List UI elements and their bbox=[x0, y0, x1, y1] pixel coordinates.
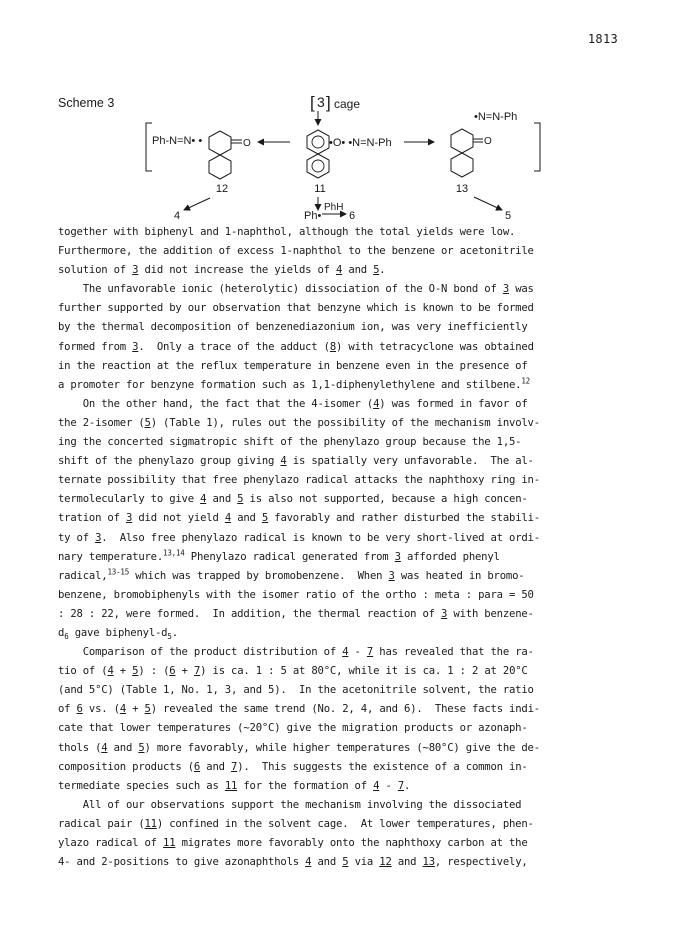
compound-ref: 6 bbox=[193, 760, 201, 773]
reagent-label: PhH bbox=[324, 202, 344, 213]
structure-12 bbox=[152, 131, 251, 179]
text-run: ) is ca. 1 : 5 at 80°C, while it is ca. 1 : 2 at 20°C bbox=[200, 665, 528, 678]
text-run: via bbox=[348, 856, 380, 869]
compound-ref: 13 bbox=[422, 856, 435, 869]
text-line bbox=[58, 509, 633, 528]
text-line bbox=[58, 815, 633, 834]
compound-ref: 4 bbox=[336, 264, 343, 277]
citation-ref: 13,14 bbox=[163, 548, 185, 558]
text-run: with benzene- bbox=[447, 607, 534, 620]
text-run: . bbox=[171, 626, 178, 639]
compound-ref: 8 bbox=[329, 340, 337, 353]
text-run: favorably and rather disturbed the stabili- bbox=[268, 512, 540, 525]
text-run: . Only a trace of the adduct ( bbox=[138, 340, 330, 353]
center-species-text: •O• •N=N-Ph bbox=[329, 137, 392, 149]
text-run: together with biphenyl and 1-naphthol, although the total yields were low. bbox=[58, 226, 516, 238]
text-line bbox=[58, 567, 633, 586]
text-run: ) revealed the same trend (No. 2, 4, and 6). These facts indi- bbox=[150, 703, 540, 716]
text-run: + bbox=[175, 665, 194, 678]
label-5: 5 bbox=[504, 210, 512, 222]
text-line bbox=[58, 414, 633, 433]
compound-ref: 4 bbox=[119, 703, 126, 716]
text-run: solution of bbox=[58, 264, 133, 277]
text-line bbox=[58, 338, 633, 357]
compound-ref: 4 bbox=[373, 779, 380, 792]
text-run: migrates more favorably onto the naphthoxy carbon at the bbox=[175, 837, 528, 849]
text-line bbox=[58, 777, 633, 796]
structure-11 bbox=[307, 130, 392, 178]
compound-ref: 3 bbox=[394, 550, 401, 563]
text-run: , respectively, bbox=[434, 856, 528, 869]
compound-ref: 12 bbox=[379, 856, 392, 869]
text-run: did not increase the yields of bbox=[138, 264, 337, 277]
text-run: d bbox=[58, 626, 65, 639]
text-run: 4- and 2-positions to give azonaphthols bbox=[58, 856, 306, 869]
compound-ref: 4 bbox=[101, 741, 108, 754]
compound-ref: 7 bbox=[366, 646, 374, 659]
text-run: ) (Table 1), rules out the possibility of the mechanism involv- bbox=[150, 416, 540, 429]
compound-ref: 3 bbox=[95, 531, 102, 544]
compound-ref: 4 bbox=[200, 493, 207, 506]
text-run: by the thermal decomposition of benzenediazonium ion, was very inefficiently bbox=[58, 321, 528, 334]
text-run: which was trapped by bromobenzene. When bbox=[129, 569, 389, 582]
text-run: formed from bbox=[58, 340, 133, 353]
svg-text:O: O bbox=[484, 136, 492, 147]
citation-ref: 13-15 bbox=[107, 567, 130, 577]
left-species-text: Ph-N=N• • bbox=[152, 135, 203, 147]
text-run: and bbox=[206, 493, 238, 506]
text-run: a promoter for benzyne formation such as 1,1-diphenylethylene and stilbene. bbox=[58, 378, 522, 391]
label-6: 6 bbox=[349, 210, 356, 222]
text-run: + bbox=[113, 665, 133, 678]
text-run: and bbox=[200, 760, 231, 773]
text-run: and bbox=[107, 741, 139, 754]
text-line bbox=[58, 299, 633, 318]
compound-ref: 4 bbox=[107, 665, 114, 678]
outer-left-bracket bbox=[146, 123, 152, 171]
text-run: afforded phenyl bbox=[400, 550, 500, 563]
text-line bbox=[58, 834, 633, 853]
text-run: was bbox=[509, 283, 534, 296]
text-line bbox=[58, 662, 633, 681]
compound-ref: 4 bbox=[305, 856, 312, 869]
subscript: 5 bbox=[167, 632, 172, 642]
compound-ref: 6 bbox=[76, 703, 83, 716]
text-line bbox=[58, 452, 633, 471]
label-11: 11 bbox=[314, 183, 326, 195]
label-13: 13 bbox=[455, 183, 469, 195]
text-run: tration of bbox=[58, 512, 126, 525]
compound-ref: 5 bbox=[144, 416, 151, 429]
compound-ref: 4 bbox=[224, 512, 232, 525]
reaction-scheme bbox=[0, 80, 680, 230]
text-run: and bbox=[342, 264, 374, 277]
compound-ref: 4 bbox=[342, 646, 349, 659]
text-run: is also not supported, because a high concen- bbox=[243, 493, 528, 506]
text-line bbox=[58, 758, 633, 777]
compound-ref: 3 bbox=[132, 264, 139, 277]
text-line bbox=[58, 376, 633, 395]
text-run: tio of ( bbox=[58, 665, 108, 678]
text-run: termediate species such as bbox=[58, 779, 225, 792]
text-line bbox=[58, 719, 633, 738]
text-run: for the formation of bbox=[237, 779, 374, 792]
compound-ref: 3 bbox=[441, 607, 448, 620]
text-run: Comparison of the product distribution of bbox=[58, 646, 343, 659]
compound-ref: 11 bbox=[163, 837, 176, 849]
text-line bbox=[58, 529, 633, 548]
text-line bbox=[58, 261, 633, 280]
text-line bbox=[58, 280, 633, 299]
cage-open-bracket: [ bbox=[310, 93, 315, 112]
text-run: and bbox=[391, 856, 423, 869]
text-run: further supported by our observation that benzyne which is known to be formed bbox=[58, 302, 534, 315]
cage-label: cage bbox=[334, 97, 361, 111]
text-run: ) confined in the solvent cage. At lower temperatures, phen- bbox=[156, 817, 534, 830]
text-line bbox=[58, 318, 633, 337]
text-run: The unfavorable ionic (heterolytic) dissociation of the O-N bond of bbox=[58, 283, 503, 296]
subscript: 6 bbox=[64, 632, 69, 642]
text-run: - bbox=[348, 646, 367, 659]
compound-ref: 5 bbox=[373, 264, 380, 277]
text-run: cate that lower temperatures (~20°C) give the migration products or azonaph- bbox=[58, 722, 528, 735]
text-line bbox=[58, 605, 633, 624]
compound-ref: 4 bbox=[373, 397, 380, 410]
text-line bbox=[58, 490, 633, 509]
text-run: shift of the phenylazo group giving bbox=[58, 455, 281, 468]
label-12: 12 bbox=[215, 183, 229, 195]
page-number: 1813 bbox=[587, 32, 618, 46]
text-line bbox=[58, 586, 633, 605]
bottom-product: Ph• bbox=[304, 210, 322, 222]
compound-ref: 4 bbox=[280, 455, 287, 468]
text-run: + bbox=[126, 703, 145, 716]
compound-ref: 7 bbox=[193, 665, 201, 678]
text-line bbox=[58, 700, 633, 719]
compound-ref: 3 bbox=[388, 569, 395, 582]
label-4: 4 bbox=[173, 210, 181, 222]
text-run: All of our observations support the mechanism involving the dissociated bbox=[58, 798, 522, 811]
text-run: ) was formed in favor of bbox=[379, 397, 528, 410]
text-run: is spatially very unfavorable. The al- bbox=[286, 455, 534, 468]
text-line bbox=[58, 395, 633, 414]
text-run: radical pair ( bbox=[58, 817, 145, 830]
text-run: composition products ( bbox=[58, 760, 194, 773]
text-run: did not yield bbox=[132, 512, 225, 525]
text-line bbox=[58, 796, 633, 815]
text-run: - bbox=[379, 779, 398, 792]
text-run: benzene, bromobiphenyls with the isomer ratio of the ortho : meta : para = 50 bbox=[58, 588, 534, 601]
text-run: ) : ( bbox=[138, 665, 170, 678]
compound-ref: 3 bbox=[125, 512, 133, 525]
compound-ref: 11 bbox=[224, 779, 238, 792]
arrow-12-to-4 bbox=[184, 198, 210, 210]
text-run: ylazo radical of bbox=[58, 837, 164, 849]
structure-13 bbox=[451, 111, 517, 177]
compound-ref: 5 bbox=[144, 703, 151, 716]
text-run: nary temperature. bbox=[58, 550, 164, 563]
outer-right-bracket bbox=[534, 123, 540, 171]
text-run: termolecularly to give bbox=[58, 493, 201, 506]
text-run: . Also free phenylazo radical is known to be very short-lived at ordi- bbox=[101, 531, 540, 544]
text-line bbox=[58, 223, 633, 242]
text-line bbox=[58, 681, 633, 700]
text-run: ) more favorably, while higher temperatures (~80°C) give the de- bbox=[144, 741, 540, 754]
text-line bbox=[58, 853, 633, 872]
compound-ref: 5 bbox=[132, 665, 139, 678]
text-run: ing the concerted sigmatropic shift of the phenylazo group because the 1,5- bbox=[58, 436, 522, 449]
text-line bbox=[58, 471, 633, 490]
compound-ref: 5 bbox=[237, 493, 244, 506]
text-run: . bbox=[404, 779, 411, 792]
text-run: (and 5°C) (Table 1, No. 1, 3, and 5). In the acetonitrile solvent, the ratio bbox=[58, 684, 534, 697]
compound-ref: 3 bbox=[502, 283, 510, 296]
compound-ref: 5 bbox=[138, 741, 145, 754]
text-run: ) with tetracyclone was obtained bbox=[336, 340, 534, 353]
text-run: thols ( bbox=[58, 741, 102, 754]
compound-ref: 5 bbox=[342, 856, 349, 869]
text-run: ty of bbox=[58, 531, 96, 544]
compound-ref: 5 bbox=[261, 512, 269, 525]
text-run: Furthermore, the addition of excess 1-naphthol to the benzene or acetonitrile bbox=[58, 245, 534, 258]
text-line bbox=[58, 242, 633, 261]
cage-close-bracket: ] bbox=[326, 93, 331, 112]
text-run: has revealed that the ra- bbox=[373, 646, 534, 659]
text-run: gave biphenyl-d bbox=[68, 626, 168, 639]
text-run: and bbox=[231, 512, 262, 525]
text-run: . bbox=[379, 264, 386, 277]
scheme-label: Scheme 3 bbox=[58, 96, 115, 110]
text-run: vs. ( bbox=[82, 703, 120, 716]
body-text bbox=[58, 223, 633, 872]
text-run: the 2-isomer ( bbox=[58, 416, 145, 429]
text-run: radical, bbox=[58, 569, 108, 582]
arrow-13-to-5 bbox=[474, 197, 502, 210]
right-species-text: •N=N-Ph bbox=[474, 111, 518, 123]
text-line bbox=[58, 433, 633, 452]
text-run: ternate possibility that free phenylazo radical attacks the naphthoxy ring in- bbox=[58, 474, 540, 487]
compound-ref: 7 bbox=[397, 779, 405, 792]
svg-text:O: O bbox=[243, 138, 251, 149]
text-line bbox=[58, 643, 633, 662]
text-run: was heated in bromo- bbox=[394, 569, 525, 582]
citation-ref: 12 bbox=[521, 376, 530, 386]
text-run: in the reaction at the reflux temperature in benzene even in the presence of bbox=[58, 359, 528, 372]
text-line bbox=[58, 548, 633, 567]
text-run: of bbox=[58, 703, 77, 716]
compound-ref: 11 bbox=[144, 817, 157, 830]
compound-ref: 7 bbox=[231, 760, 238, 773]
cage-bracket-content: 3 bbox=[317, 94, 325, 110]
text-line bbox=[58, 357, 633, 376]
text-line bbox=[58, 624, 633, 643]
text-run: On the other hand, the fact that the 4-isomer ( bbox=[58, 397, 374, 410]
text-run: Phenylazo radical generated from bbox=[184, 550, 395, 563]
text-run: : 28 : 22, were formed. In addition, the thermal reaction of bbox=[58, 607, 442, 620]
text-run: and bbox=[311, 856, 343, 869]
text-run: ). This suggests the existence of a common in- bbox=[237, 760, 528, 773]
text-line bbox=[58, 739, 633, 758]
compound-ref: 6 bbox=[169, 665, 176, 678]
compound-ref: 3 bbox=[132, 340, 139, 353]
